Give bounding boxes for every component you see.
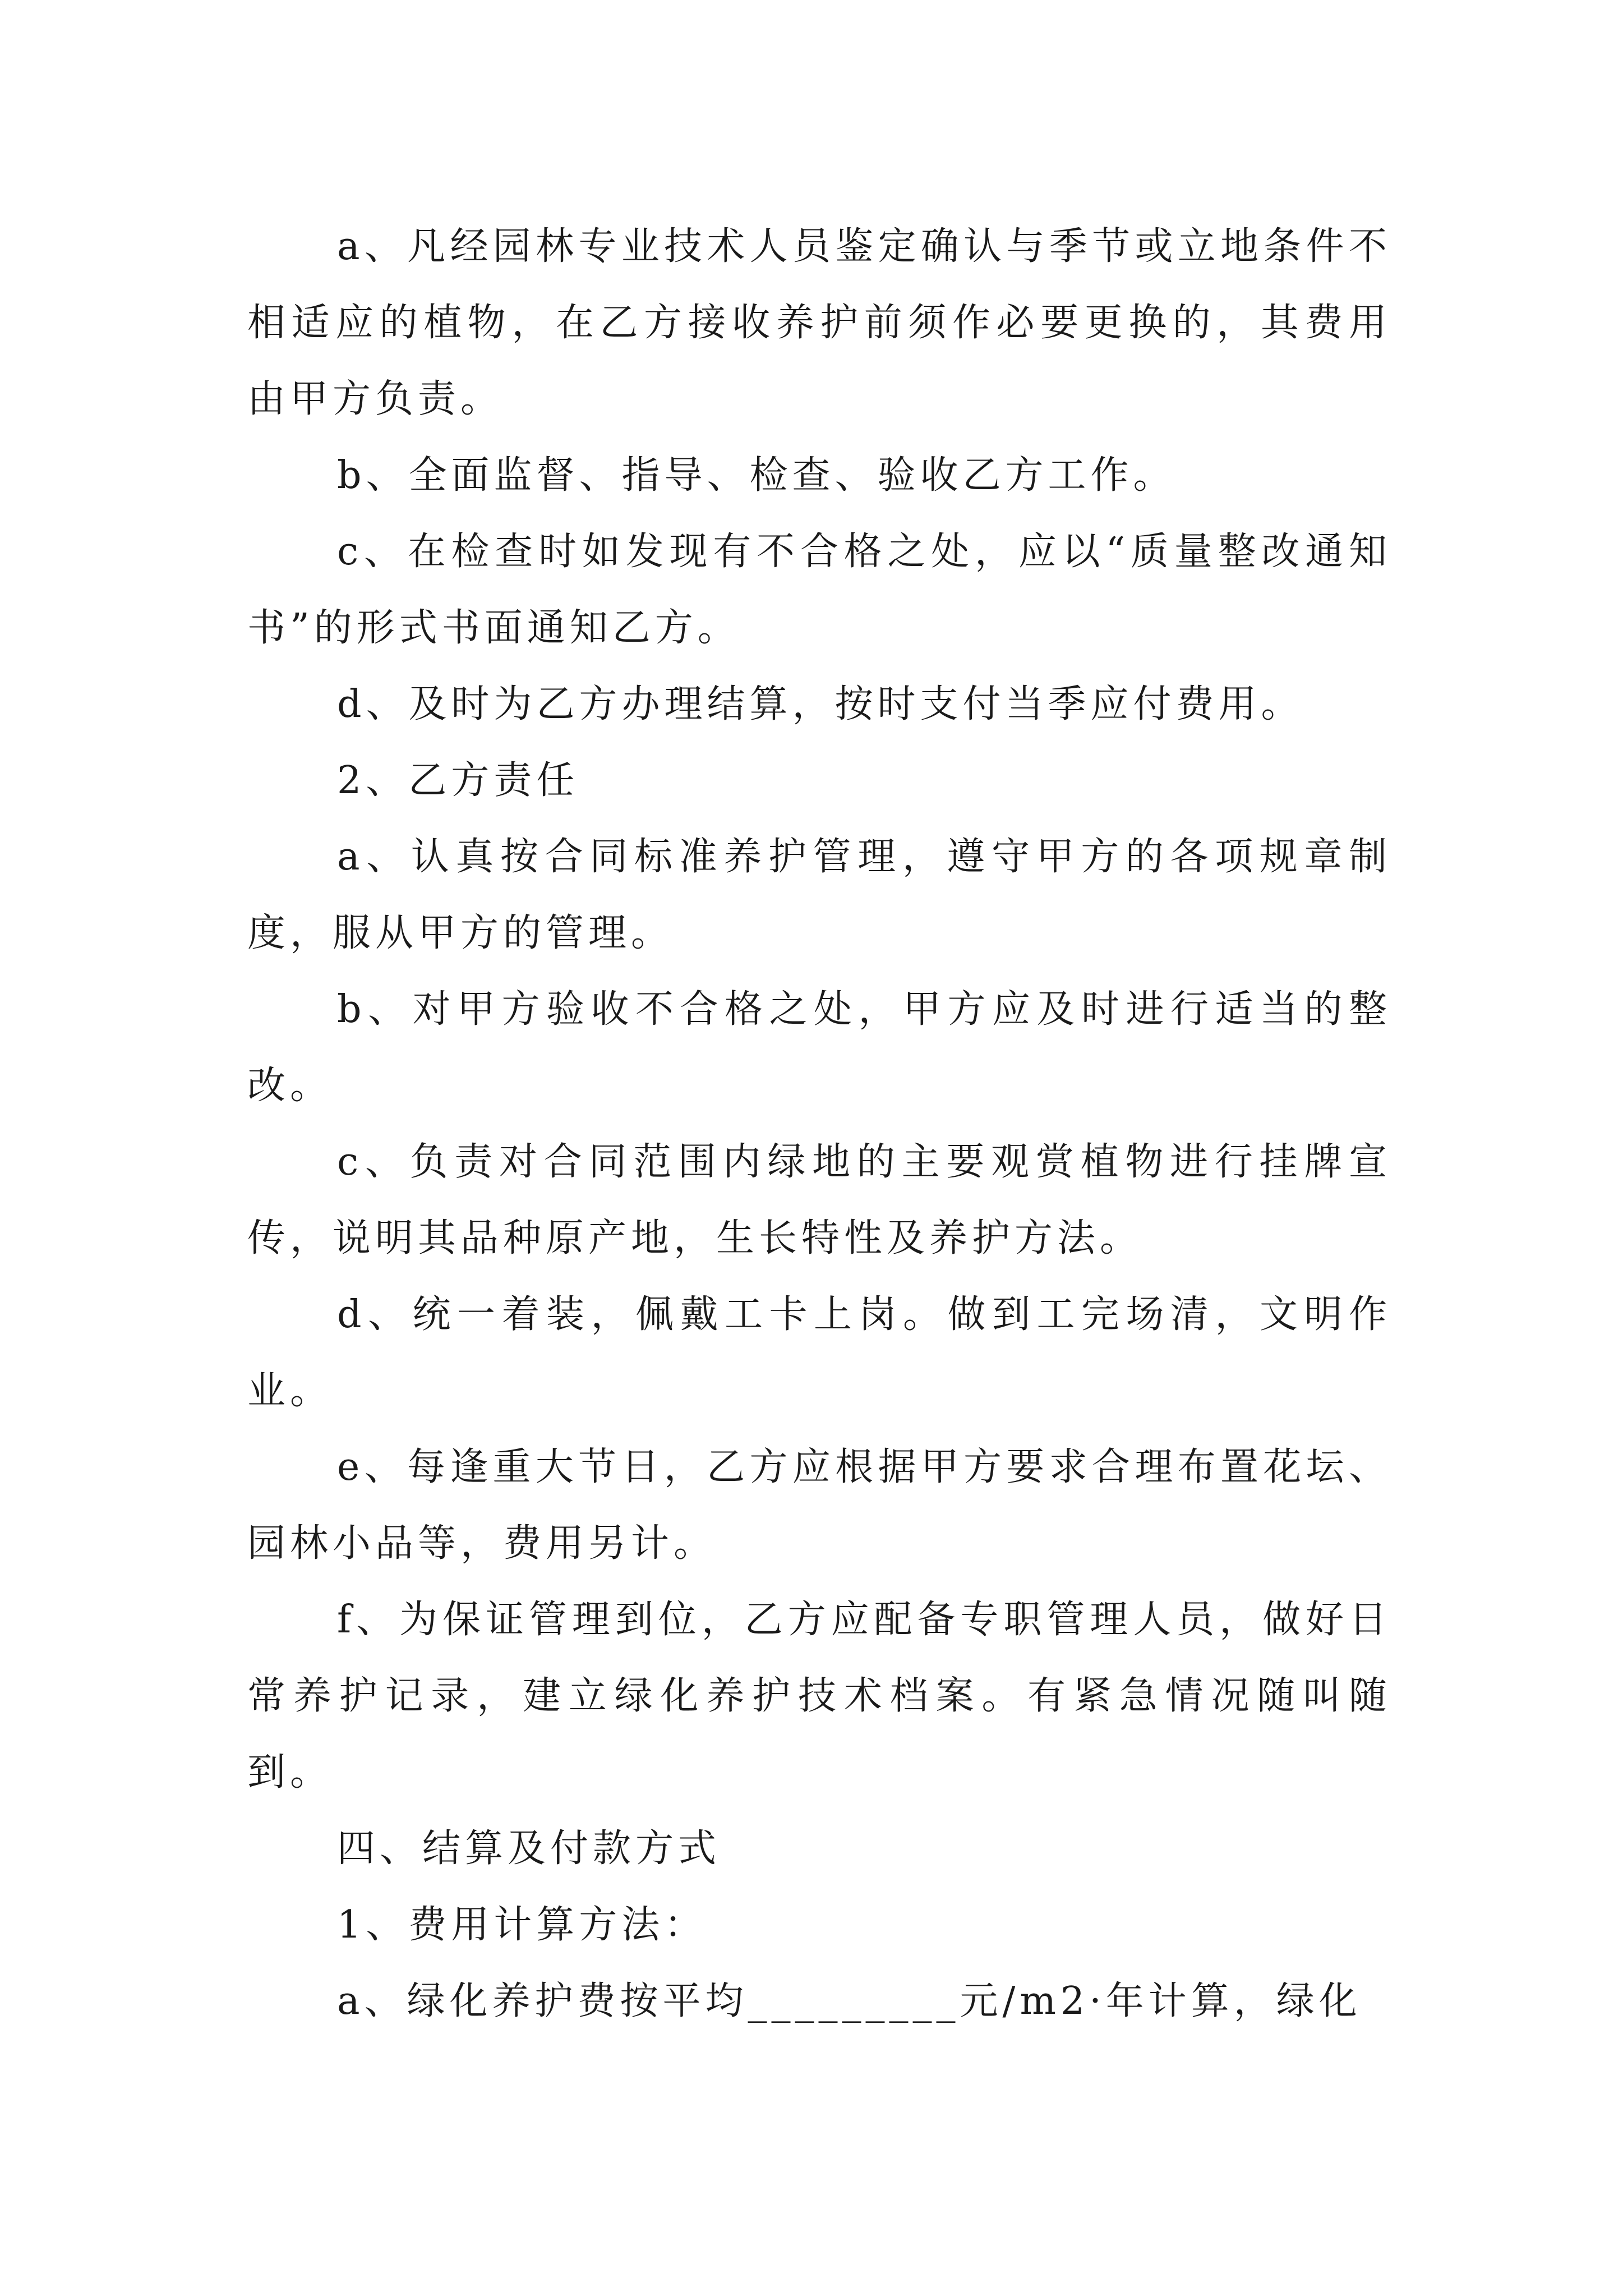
paragraph-f-management-staff: f、为保证管理到位，乙方应配备专职管理人员，做好日常养护记录，建立绿化养护技术档案。有紧急情况随叫随到。	[247, 1598, 1391, 1795]
paragraph-a-plant-replacement: a、凡经园林专业技术人员鉴定确认与季节或立地条件不相适应的植物，在乙方接收养护前须作必要更换的，其费用由甲方负责。	[247, 224, 1391, 421]
paragraph-b-rectification: b、对甲方验收不合格之处，甲方应及时进行适当的整改。	[247, 987, 1391, 1108]
paragraph-d-uniform: d、统一着装，佩戴工卡上岗。做到工完场清，文明作业。	[247, 1292, 1391, 1413]
paragraph-a-maintenance-standard: a、认真按合同标准养护管理，遵守甲方的各项规章制度，服从甲方的管理。	[247, 835, 1391, 955]
paragraph-c-signage: c、负责对合同范围内绿地的主要观赏植物进行挂牌宣传，说明其品种原产地，生长特性及养护方法。	[247, 1140, 1391, 1260]
section-settlement-payment: 四、结算及付款方式	[337, 1826, 721, 1871]
section-party-b-responsibility: 2、乙方责任	[337, 758, 579, 803]
paragraph-c-notice: c、在检查时如发现有不合格之处，应以“质量整改通知书”的形式书面通知乙方。	[247, 530, 1391, 650]
contract-body	[247, 209, 1391, 2040]
subsection-fee-calculation: 1、费用计算方法：	[337, 1903, 707, 1947]
paragraph-e-holiday-layout: e、每逢重大节日，乙方应根据甲方要求合理布置花坛、园林小品等，费用另计。	[247, 1445, 1391, 1566]
paragraph-b-supervision: b、全面监督、指导、检查、验收乙方工作。	[337, 453, 1176, 498]
paragraph-a-maintenance-fee: a、绿化养护费按平均_________元/m2·年计算，绿化	[337, 1979, 1362, 2023]
paragraph-d-settlement: d、及时为乙方办理结算，按时支付当季应付费用。	[337, 682, 1304, 726]
